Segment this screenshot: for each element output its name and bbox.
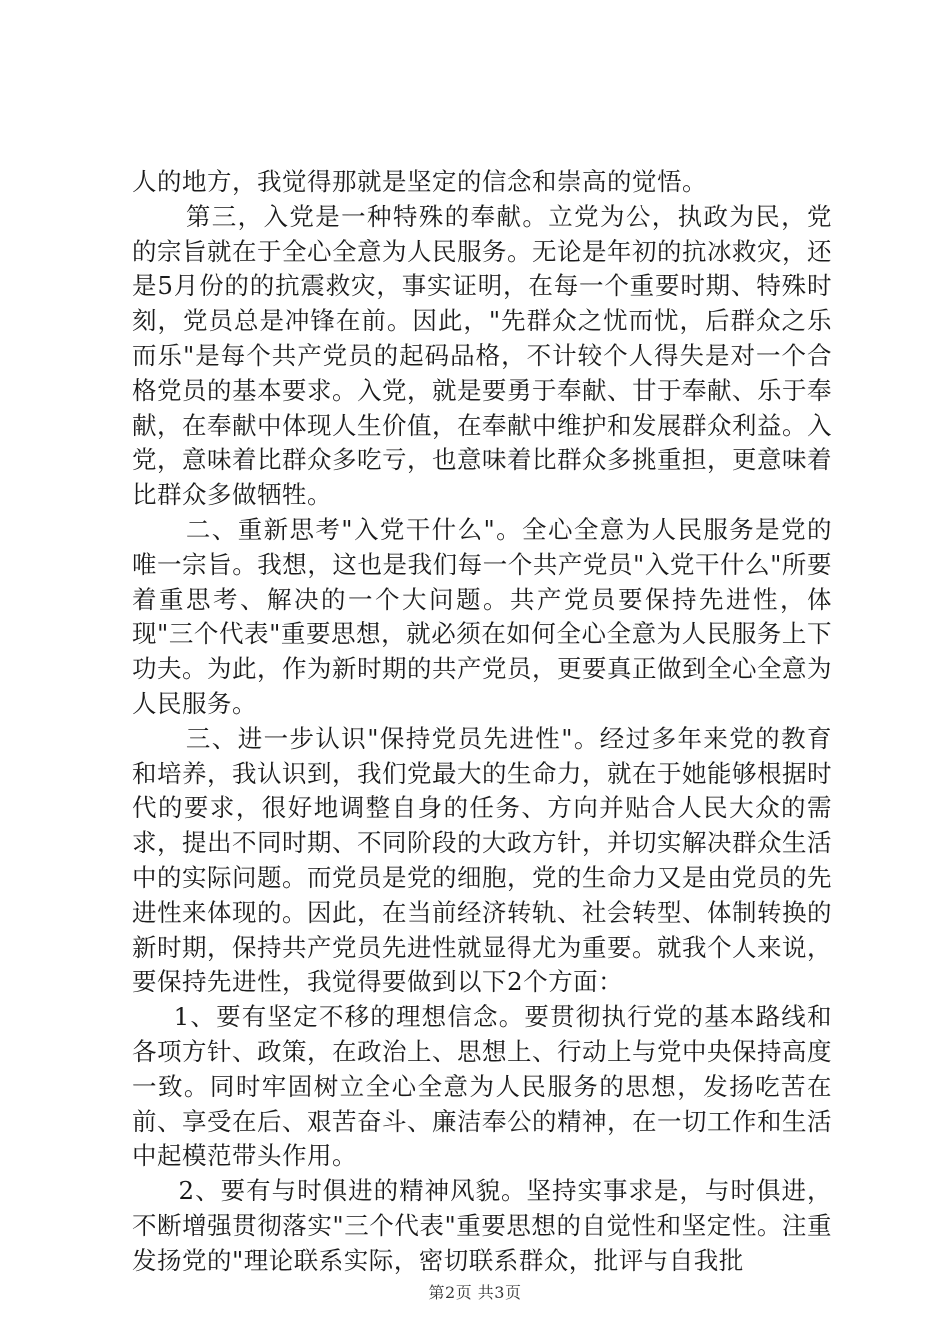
- document-body: [132, 165, 832, 1279]
- paragraph-continuation: 人的地方，我觉得那就是坚定的信念和崇高的觉悟。: [132, 167, 707, 196]
- paragraph-third-point: 第三，入党是一种特殊的奉献。立党为公，执政为民，党的宗旨就在于全心全意为人民服务。无论是年初的抗冰救灾，还是5月份的的抗震救灾，事实证明，在每一个重要时期、特殊时刻，党员总是冲锋在前。因此，"先群众之忧而忧，后群众之乐而乐"是每个共产党员的起码品格，不计较个人得失是对一个合格党员的基本要求。入党，就是要勇于奉献、甘于奉献、乐于奉献，在奉献中体现人生价值，在奉献中维护和发展群众利益。入党，意味着比群众多吃亏，也意味着比群众多挑重担，更意味着比群众多做牺牲。: [132, 201, 832, 510]
- paragraph-item-two: 2、要有与时俱进的精神风貌。坚持实事求是，与时俱进，不断增强贯彻落实"三个代表"重要思想的自觉性和坚定性。注重发扬党的"理论联系实际，密切联系群众，批评与自我批: [132, 1176, 832, 1275]
- paragraph-section-three: 三、进一步认识"保持党员先进性"。经过多年来党的教育和培养，我认识到，我们党最大的生命力，就在于她能够根据时代的要求，很好地调整自身的任务、方向并贴合人民大众的需求，提出不同时期、不同阶段的大政方针，并切实解决群众生活中的实际问题。而党员是党的细胞，党的生命力又是由党员的先进性来体现的。因此，在当前经济转轨、社会转型、体制转换的新时期，保持共产党员先进性就显得尤为重要。就我个人来说，要保持先进性，我觉得要做到以下2个方面：: [132, 723, 832, 997]
- page-footer: 第2页 共3页: [428, 1283, 522, 1302]
- paragraph-item-one: 1、要有坚定不移的理想信念。要贯彻执行党的基本路线和各项方针、政策，在政治上、思想上、行动上与党中央保持高度一致。同时牢固树立全心全意为人民服务的思想，发扬吃苦在前、享受在后、艰苦奋斗、廉洁奉公的精神，在一切工作和生活中起模范带头作用。: [132, 1002, 832, 1171]
- paragraph-section-two: 二、重新思考"入党干什么"。全心全意为人民服务是党的唯一宗旨。我想，这也是我们每一个共产党员"入党干什么"所要着重思考、解决的一个大问题。共产党员要保持先进性，体现"三个代表"重要思想，就必须在如何全心全意为人民服务上下功夫。为此，作为新时期的共产党员，更要真正做到全心全意为人民服务。: [132, 514, 832, 718]
